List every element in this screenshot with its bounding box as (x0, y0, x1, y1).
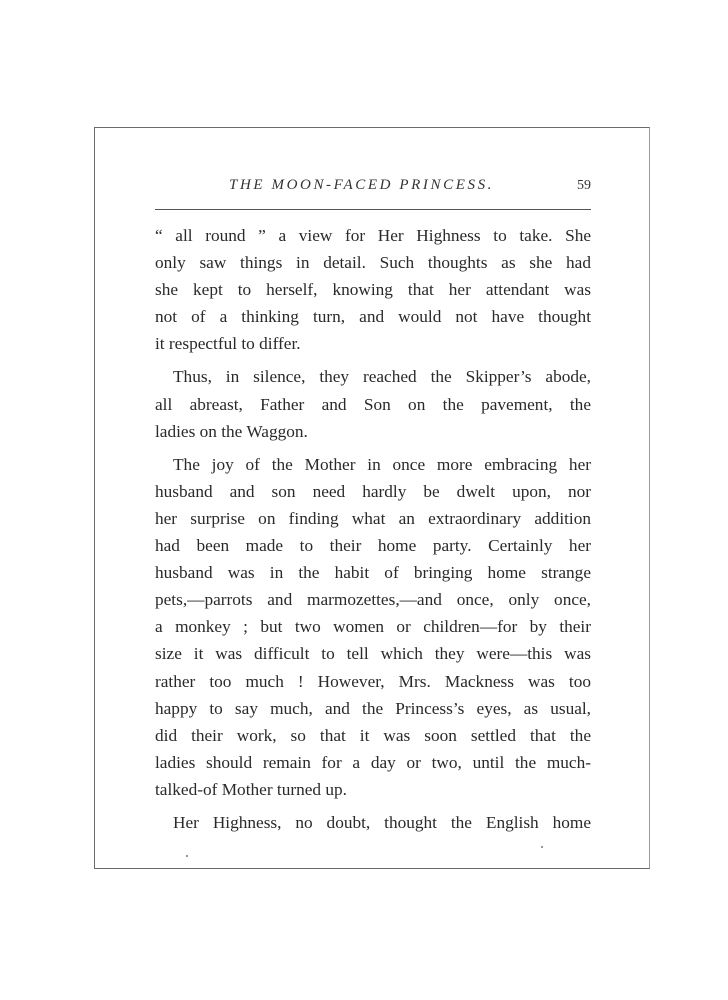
text-line: it respectful to differ. (155, 334, 301, 354)
text-line: had been made to their home party. Certainly her (155, 536, 591, 556)
text-line: husband was in the habit of bringing home strange (155, 563, 591, 583)
text-line: rather too much ! However, Mrs. Mackness was too (155, 671, 591, 691)
paragraph (155, 222, 591, 357)
text-line: ladies on the Waggon. (155, 421, 308, 441)
text-line: pets,—parrots and marmozettes,—and once, only once, (155, 590, 591, 610)
text-line: Her Highness, no doubt, thought the English home (173, 812, 591, 832)
text-line: happy to say much, and the Princess’s eyes, as usual, (155, 698, 591, 718)
paper-speck (541, 846, 543, 848)
text-line: all abreast, Father and Son on the pavement, the (155, 394, 591, 414)
running-title: THE MOON-FACED PRINCESS. (229, 177, 495, 193)
text-line: her surprise on finding what an extraordinary addition (155, 508, 591, 528)
text-line: only saw things in detail. Such thoughts as she had (155, 253, 591, 273)
text-line: size it was difficult to tell which they were—this was (155, 644, 591, 664)
running-head (155, 177, 591, 201)
paragraph (155, 809, 591, 836)
text-line: not of a thinking turn, and would not have thought (155, 307, 591, 327)
text-line: talked-of Mother turned up. (155, 779, 347, 799)
body-text (155, 222, 591, 836)
text-line: did their work, so that it was soon settled that the (155, 725, 591, 745)
text-line: husband and son need hardly be dwelt upon, nor (155, 481, 591, 501)
text-line: ladies should remain for a day or two, until the much- (155, 752, 591, 772)
paragraph (155, 451, 591, 803)
text-line: she kept to herself, knowing that her attendant was (155, 280, 591, 300)
header-rule (155, 209, 591, 210)
text-line: a monkey ; but two women or children—for by their (155, 617, 591, 637)
text-line: Thus, in silence, they reached the Skipper’s abode, (173, 367, 591, 387)
text-line: “ all round ” a view for Her Highness to take. She (155, 226, 591, 245)
page-number: 59 (577, 178, 591, 193)
paper-speck (186, 855, 188, 857)
paragraph (155, 363, 591, 444)
text-line: The joy of the Mother in once more embracing her (173, 454, 591, 474)
